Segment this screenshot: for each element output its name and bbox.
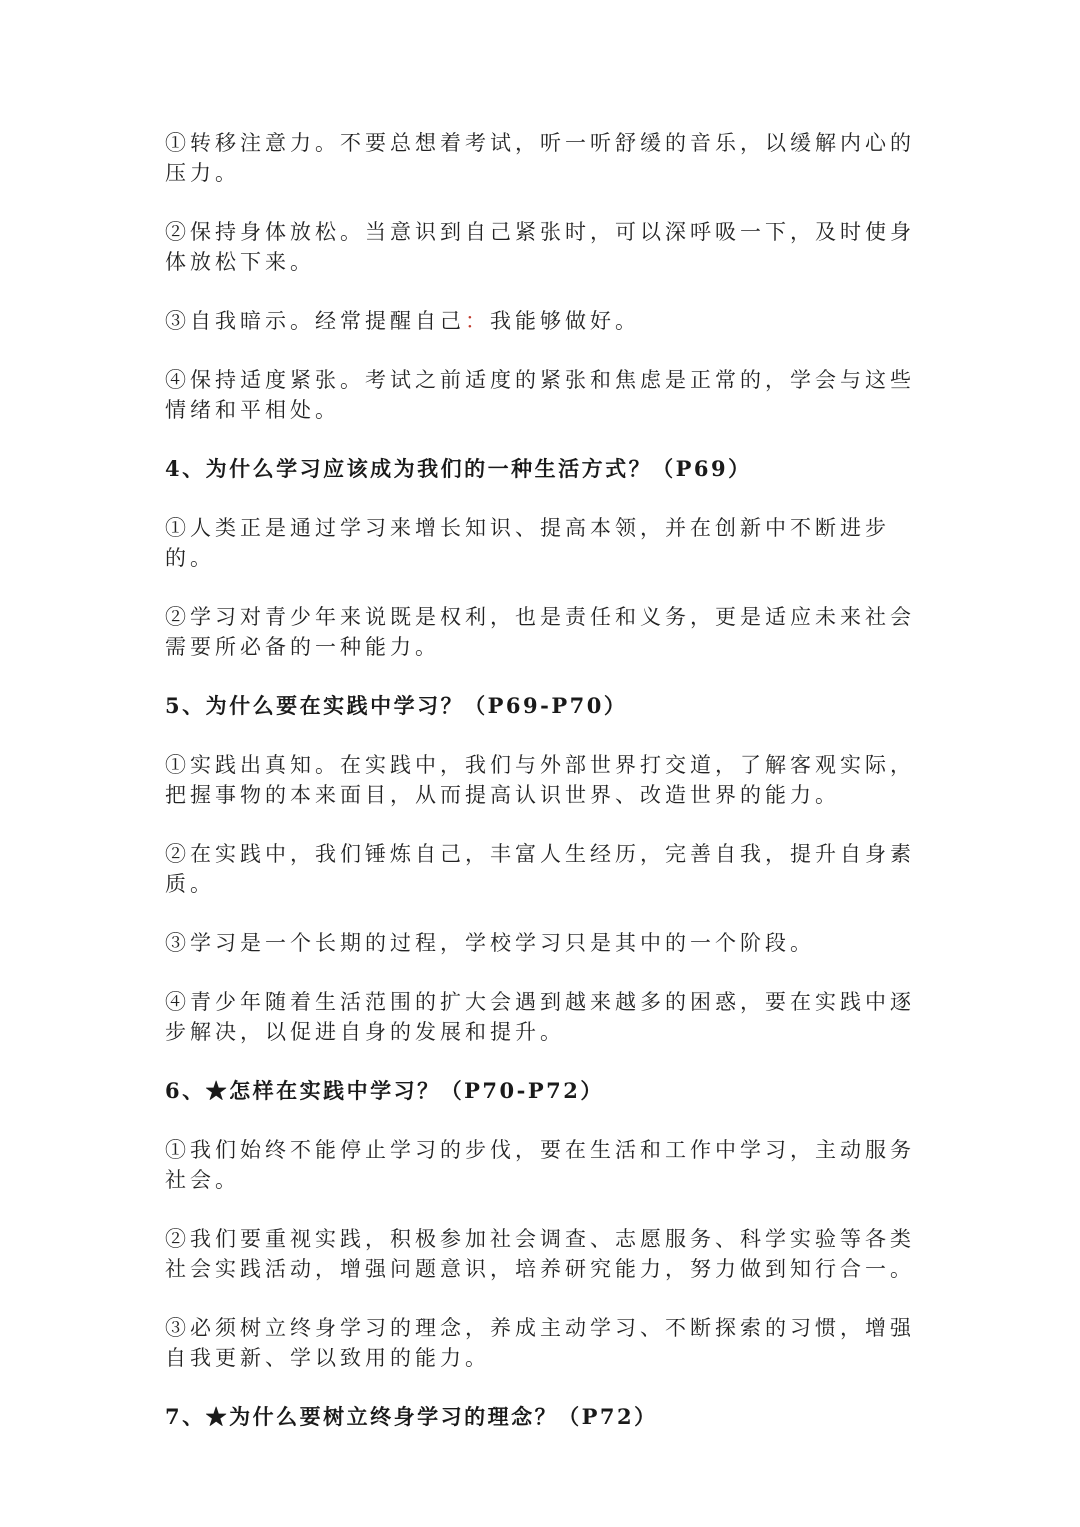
red-colon: ： [465, 309, 490, 333]
paragraph: ②保持身体放松。当意识到自己紧张时，可以深呼吸一下，及时使身体放松下来。 [165, 220, 915, 274]
paragraph-text: ③自我暗示。经常提醒自己 [165, 309, 465, 333]
document-page [165, 128, 917, 1461]
question-heading: 5、为什么要在实践中学习？（P69-P70） [165, 693, 628, 718]
paragraph: ①转移注意力。不要总想着考试，听一听舒缓的音乐，以缓解内心的压力。 [165, 131, 915, 185]
paragraph: ①人类正是通过学习来增长知识、提高本领，并在创新中不断进步的。 [165, 516, 890, 570]
paragraph: ②在实践中，我们锤炼自己，丰富人生经历，完善自我，提升自身素质。 [165, 842, 915, 896]
paragraph: ①实践出真知。在实践中，我们与外部世界打交道，了解客观实际，把握事物的本来面目，从而提高认识世界、改造世界的能力。 [165, 753, 915, 807]
question-heading: 4、为什么学习应该成为我们的一种生活方式？（P69） [165, 456, 752, 481]
question-heading: 7、★为什么要树立终身学习的理念？（P72） [165, 1404, 658, 1429]
paragraph: ②学习对青少年来说既是权利，也是责任和义务，更是适应未来社会需要所必备的一种能力。 [165, 605, 915, 659]
paragraph: ④保持适度紧张。考试之前适度的紧张和焦虑是正常的，学会与这些情绪和平相处。 [165, 368, 915, 422]
paragraph [165, 306, 917, 336]
paragraph: ④青少年随着生活范围的扩大会遇到越来越多的困惑，要在实践中逐步解决，以促进自身的发展和提升。 [165, 990, 915, 1044]
paragraph: ②我们要重视实践，积极参加社会调查、志愿服务、科学实验等各类社会实践活动，增强问题意识，培养研究能力，努力做到知行合一。 [165, 1227, 915, 1281]
paragraph-text: 我能够做好。 [490, 309, 640, 333]
paragraph: ①我们始终不能停止学习的步伐，要在生活和工作中学习，主动服务社会。 [165, 1138, 915, 1192]
paragraph: ③学习是一个长期的过程，学校学习只是其中的一个阶段。 [165, 931, 815, 955]
paragraph: ③必须树立终身学习的理念，养成主动学习、不断探索的习惯，增强自我更新、学以致用的能力。 [165, 1316, 915, 1370]
question-heading: 6、★怎样在实践中学习？（P70-P72） [165, 1078, 604, 1103]
